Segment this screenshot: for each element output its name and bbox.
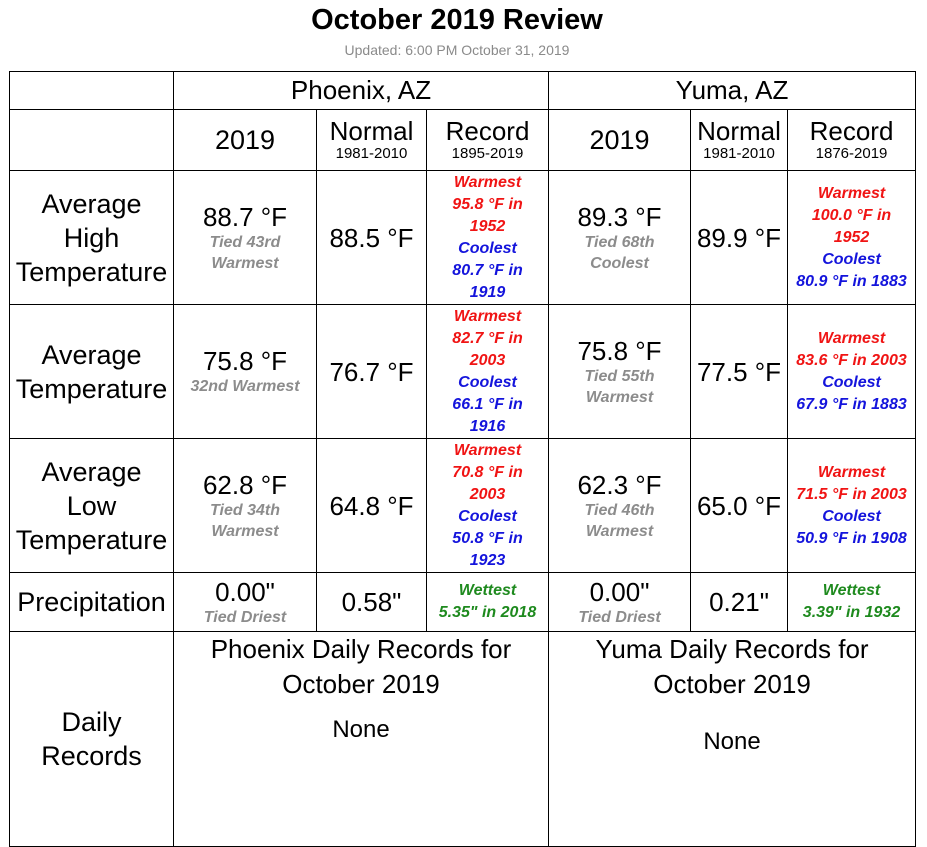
observed-value: 62.3 °F [577, 469, 662, 500]
yuma-avg-high-record [788, 171, 916, 305]
record-period: 1895-2019 [451, 145, 524, 162]
warmest-year: 1952 [469, 217, 506, 235]
observed-value: 88.7 °F [202, 201, 288, 232]
observed-value: 89.3 °F [577, 201, 662, 232]
warmest-year: 2003 [469, 351, 506, 369]
yuma-avg-low-normal: 65.0 °F [691, 439, 788, 573]
phoenix-avg-low-record [427, 439, 549, 573]
record-label: Record [809, 116, 894, 146]
phoenix-header: Phoenix, AZ [174, 72, 549, 110]
warmest-label: Warmest [453, 307, 522, 325]
yuma-precip-record [788, 573, 916, 632]
page-title: October 2019 Review [311, 4, 603, 36]
observed-value: 75.8 °F [577, 335, 662, 366]
yuma-avg-high-value [549, 171, 691, 305]
coolest-value: 50.8 °F in [452, 529, 523, 547]
yuma-avg-low-value [549, 439, 691, 573]
phoenix-avg-low-normal: 64.8 °F [317, 439, 427, 573]
phoenix-year-header: 2019 [174, 110, 317, 171]
warmest-label: Warmest [453, 173, 522, 191]
normal-label: Normal [697, 116, 781, 146]
updated-timestamp: Updated: 6:00 PM October 31, 2019 [344, 42, 570, 58]
label-line: Average [41, 339, 142, 370]
yuma-normal-header [691, 110, 788, 171]
rank-text: Warmest [585, 388, 654, 406]
phoenix-avg-high-normal: 88.5 °F [317, 171, 427, 305]
avg-high-label [10, 171, 174, 305]
label-line: Temperature [15, 524, 168, 555]
rank-text: Tied 46th [584, 501, 655, 519]
warmest-value: 100.0 °F in [811, 206, 892, 224]
phoenix-avg-temp-normal: 76.7 °F [317, 305, 427, 439]
daily-records-title: October 2019 [282, 669, 440, 699]
phoenix-record-header [427, 110, 549, 171]
phoenix-avg-temp-record [427, 305, 549, 439]
avg-high-row [10, 171, 916, 305]
phoenix-precip-value [174, 573, 317, 632]
observed-value: 62.8 °F [202, 469, 288, 500]
yuma-avg-temp-normal: 77.5 °F [691, 305, 788, 439]
daily-records-label [10, 632, 174, 847]
label-line: Records [41, 741, 142, 771]
coolest-label: Coolest [822, 507, 881, 525]
rank-text: Warmest [585, 522, 654, 540]
record-period: 1876-2019 [815, 145, 888, 162]
yuma-year-header: 2019 [549, 110, 691, 171]
climate-review-table [9, 71, 916, 847]
rank-text: Tied Driest [578, 608, 661, 626]
rank-text: Tied Driest [203, 608, 287, 626]
coolest-label: Coolest [458, 373, 517, 391]
observed-value: 75.8 °F [202, 346, 288, 376]
rank-text: Tied 34th [210, 501, 280, 519]
rank-text: Tied 55th [584, 367, 655, 385]
warmest-value: 82.7 °F in [452, 329, 523, 347]
warmest-year: 1952 [833, 228, 870, 246]
yuma-avg-high-normal: 89.9 °F [691, 171, 788, 305]
warmest-label: Warmest [817, 184, 886, 202]
phoenix-avg-high-record [427, 171, 549, 305]
rank-text: Tied 43rd [209, 233, 281, 251]
phoenix-avg-low-value [174, 439, 317, 573]
phoenix-normal-header [317, 110, 427, 171]
normal-period: 1981-2010 [703, 145, 775, 162]
record-label: Record [445, 116, 530, 146]
daily-records-body: None [703, 728, 761, 755]
yuma-avg-low-record [788, 439, 916, 573]
wettest-value: 3.39" in 1932 [802, 604, 901, 621]
coolest-label: Coolest [822, 250, 881, 268]
phoenix-avg-high-value [174, 171, 317, 305]
precip-label: Precipitation [10, 573, 174, 632]
coolest-value: 66.1 °F in [452, 395, 523, 413]
daily-records-title: Phoenix Daily Records for [210, 634, 512, 664]
label-line: Temperature [15, 373, 168, 404]
daily-records-body: None [332, 716, 390, 743]
normal-label: Normal [329, 116, 414, 146]
yuma-record-header [788, 110, 916, 171]
warmest-value: 83.6 °F in 2003 [796, 351, 907, 369]
label-line: Average [41, 188, 142, 219]
wettest-label: Wettest [822, 582, 881, 599]
rank-text: Tied 68th [584, 233, 655, 251]
yuma-precip-normal: 0.21" [691, 573, 788, 632]
rank-text: 32nd Warmest [190, 378, 300, 395]
wettest-label: Wettest [458, 582, 517, 599]
daily-records-title: Yuma Daily Records for [595, 634, 869, 664]
label-line: Daily [61, 707, 122, 737]
phoenix-precip-record [427, 573, 549, 632]
warmest-year: 2003 [469, 485, 506, 503]
precip-row [10, 573, 916, 632]
avg-low-label [10, 439, 174, 573]
coolest-label: Coolest [458, 507, 517, 525]
rank-text: Coolest [590, 254, 649, 272]
warmest-label: Warmest [453, 441, 522, 459]
daily-records-title: October 2019 [653, 669, 811, 699]
coolest-value: 80.7 °F in [452, 261, 523, 279]
row-label-header [10, 110, 174, 171]
daily-records-row [10, 632, 916, 847]
label-line: High [63, 222, 120, 253]
yuma-avg-temp-record [788, 305, 916, 439]
wettest-value: 5.35" in 2018 [438, 604, 537, 621]
rank-text: Warmest [211, 522, 279, 540]
coolest-value: 50.9 °F in 1908 [796, 529, 907, 547]
avg-temp-row [10, 305, 916, 439]
observed-value: 0.00" [589, 576, 650, 607]
coolest-year: 1923 [469, 551, 506, 569]
warmest-value: 70.8 °F in [452, 463, 523, 481]
warmest-label: Warmest [817, 463, 886, 481]
yuma-precip-value [549, 573, 691, 632]
observed-value: 0.00" [215, 576, 275, 607]
label-line: Average [41, 456, 142, 487]
coolest-value: 67.9 °F in 1883 [796, 395, 907, 413]
coolest-label: Coolest [458, 239, 517, 257]
phoenix-daily-records [174, 632, 549, 847]
coolest-year: 1916 [469, 417, 506, 435]
phoenix-precip-normal: 0.58" [317, 573, 427, 632]
coolest-year: 1919 [469, 283, 506, 301]
phoenix-avg-temp-value [174, 305, 317, 439]
corner-cell [10, 72, 174, 110]
normal-period: 1981-2010 [335, 145, 408, 162]
label-line: Temperature [15, 256, 168, 287]
yuma-avg-temp-value [549, 305, 691, 439]
avg-low-row [10, 439, 916, 573]
coolest-label: Coolest [822, 373, 881, 391]
column-header-row [10, 110, 916, 171]
warmest-label: Warmest [817, 329, 886, 347]
coolest-value: 80.9 °F in 1883 [796, 272, 907, 290]
warmest-value: 71.5 °F in 2003 [796, 485, 907, 503]
warmest-value: 95.8 °F in [452, 195, 523, 213]
avg-temp-label [10, 305, 174, 439]
yuma-daily-records [549, 632, 916, 847]
city-header-row [10, 72, 916, 110]
rank-text: Warmest [211, 254, 279, 272]
label-line: Low [66, 490, 117, 521]
yuma-header: Yuma, AZ [549, 72, 916, 110]
